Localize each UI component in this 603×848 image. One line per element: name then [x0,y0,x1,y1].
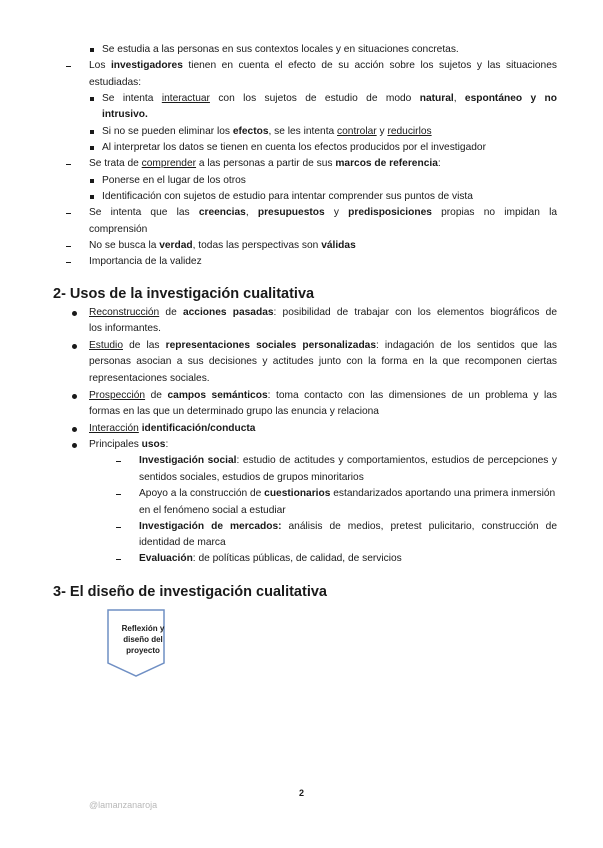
text-line: Apoyo a la construcción de cuestionarios estandarizados aportando una primera inmersión [139,488,556,499]
text-line: Evaluación: de políticas públicas, de calidad, de servicios [139,553,402,564]
text-line: Se estudia a las personas en sus contextos locales y en situaciones concretas. [102,44,459,55]
text-line: Reconstrucción de acciones pasadas: posibilidad de trabajar con los elementos biográficos de [89,307,557,318]
text-line: Investigación de mercados: análisis de medios, pretest pulicitario, construcción de [139,521,557,532]
dash-icon [66,213,71,214]
text-line: identidad de marca [139,537,226,548]
text-line: Los investigadores tienen en cuenta el efecto de su acción sobre los sujetos y las situaciones [89,60,557,71]
text-line: Principales usos: [89,439,169,450]
text-line: sentidos sociales, estudios de grupos minoritarios [139,472,364,483]
text-line: Se intenta interactuar con los sujetos de estudio de modo natural, espontáneo y no [102,93,557,104]
dash-icon [116,559,121,560]
dash-icon [116,461,121,462]
dash-icon [66,164,71,165]
text-line: Si no se pueden eliminar los efectos, se les intenta controlar y reducirlos [102,126,432,137]
bullet-square-icon [90,48,94,52]
section-heading: 3- El diseño de investigación cualitativa [53,584,327,600]
bullet-dot-icon [72,394,77,399]
bullet-square-icon [90,195,94,199]
bullet-square-icon [90,146,94,150]
text-line: Prospección de campos semánticos: toma contacto con las dimensiones de un problema y las [89,390,557,401]
dash-icon [66,262,71,263]
text-line: Estudio de las representaciones sociales personalizadas: indagación de los sentidos que las [89,340,557,351]
bullet-dot-icon [72,443,77,448]
text-line: los informantes. [89,323,161,334]
dash-icon [66,66,71,67]
text-line: Investigación social: estudio de actitudes y comportamientos, estudios de percepciones y [139,455,557,466]
bullet-dot-icon [72,344,77,349]
bullet-square-icon [90,97,94,101]
bullet-dot-icon [72,311,77,316]
text-line: Al interpretar los datos se tienen en cuenta los efectos producidos por el investigador [102,142,486,153]
page-number: 2 [298,788,304,798]
text-line: estudiadas: [89,77,142,88]
section-heading: 2- Usos de la investigación cualitativa [53,286,315,302]
text-line: representaciones sociales. [89,373,210,384]
text-line: comprensión [89,224,148,235]
bullet-dot-icon [72,427,77,432]
watermark: @lamanzanaroja [89,800,158,810]
text-line: personas asocian a sus decisiones y actitudes junto con la forma en la que recomponen ciertas [89,356,557,367]
bullet-square-icon [90,130,94,134]
text-line: Importancia de la validez [89,256,202,267]
text-line: intrusivo. [102,109,148,120]
text-line: en el fenómeno social a estudiar [139,505,286,516]
text-line: Se intenta que las creencias, presupuestos y predisposiciones propias no impidan la [89,207,558,218]
dash-icon [66,246,71,247]
diagram-label: Reflexión y diseño del proyecto [121,624,165,655]
dash-icon [116,494,121,495]
text-line: Interacción identificación/conducta [89,423,256,434]
text-line: Identificación con sujetos de estudio para intentar comprender sus puntos de vista [102,191,473,202]
text-line: formas en las que un determinado grupo las enuncia y relaciona [89,406,379,417]
text-line: Ponerse en el lugar de los otros [102,175,246,186]
dash-icon [116,527,121,528]
bullet-square-icon [90,179,94,183]
text-line: Se trata de comprender a las personas a partir de sus marcos de referencia: [89,158,441,169]
text-line: No se busca la verdad, todas las perspectivas son válidas [89,240,356,251]
